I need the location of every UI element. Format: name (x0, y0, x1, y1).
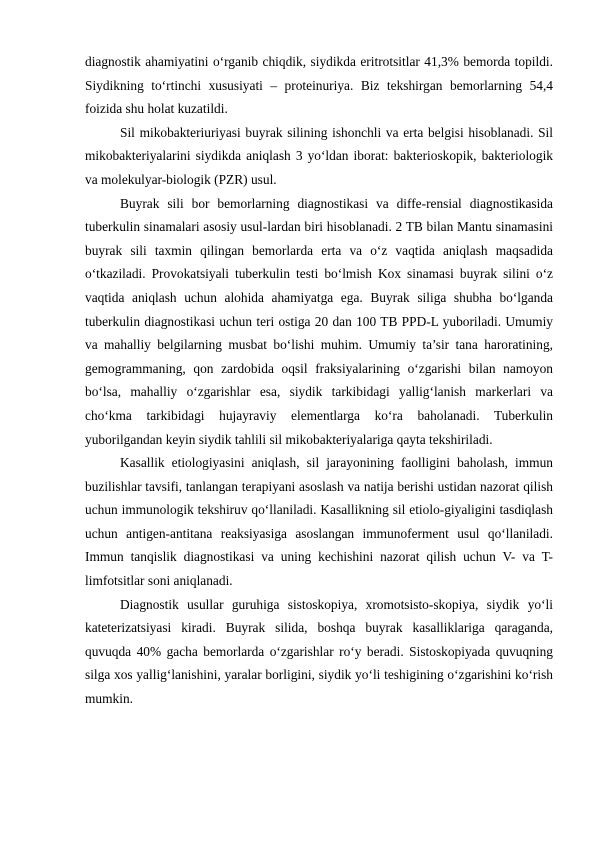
paragraph: Diagnostik usullar guruhiga sistoskopiya, xromotsisto-skopiya, siydik yo‘li kateterizatsiyasi kiradi. Buyrak silida, boshqa buyrak kasalliklariga qaraganda, quvuqda 40% gacha bemorlarda o‘zgarishlar ro‘y beradi. Sistoskopiyada quvuqning silga xos yallig‘lanishini, yaralar borligini, siydik yo‘li teshigining o‘zgarishini ko‘rish mumkin. (85, 596, 553, 707)
paragraph: Sil mikobakteriuriyasi buyrak silining ishonchli va erta belgisi hisoblanadi. Sil mikobakteriyalarini siydikda aniqlash 3 yo‘ldan iborat: bakterioskopik, bakteriologik va molekulyar-biologik (PZR) usul. (85, 124, 553, 187)
paragraph: Kasallik etiologiyasini aniqlash, sil jarayonining faolligini baholash, immun buzilishlar tavsifi, tanlangan terapiyani asoslash va natija berishi ustidan nazorat qilish uchun immunologik tekshiruv qo‘llaniladi. Kasallikning sil etiolo-giyaligini tasdiqlash uchun antigen-antitana reaksiyasiga asoslangan immunoferment usul qo‘llaniladi. Immun tanqislik diagnostikasi va uning kechishini nazorat qilish uchun V- va T-limfotsitlar soni aniqlanadi. (85, 455, 553, 589)
paragraph: diagnostik ahamiyatini o‘rganib chiqdik, siydikda eritrotsitlar 41,3% bemorda topildi. Siydikning to‘rtinchi xususiyati – proteinuriya. Biz tekshirgan bemorlarning 54,4 foizida shu holat kuzatildi. (85, 54, 553, 117)
paragraph: Buyrak sili bor bemorlarning diagnostikasi va diffe-rensial diagnostikasida tuberkulin sinamalari asosiy usul-lardan biri hisoblanadi. 2 TB bilan Mantu sinamasini buyrak sili taxmin qilingan bemorlarda erta va o‘z vaqtida aniqlash maqsadida o‘tkaziladi. Provokatsiyali tuberkulin testi bo‘lmish Kox sinamasi buyrak silini o‘z vaqtida aniqlash uchun alohida ahamiyatga ega. Buyrak siliga shubha bo‘lganda tuberkulin diagnostikasi uchun teri ostiga 20 dan 100 TB PPD-L yuboriladi. Umumiy va mahalliy belgilarning musbat bo‘lishi muhim. Umumiy ta’sir tana haroratining, gemogrammaning, qon zardobida oqsil fraksiyalarining o‘zgarishi bilan namoyon bo‘lsa, mahalliy o‘zgarishlar esa, siydik tarkibidagi yallig‘lanish markerlari va cho‘kma tarkibidagi hujayraviy elementlarga ko‘ra baholanadi. Tuberkulin yuborilgandan keyin siydik tahlili sil mikobakteriyalariga qayta tekshiriladi. (85, 195, 553, 447)
document-page (85, 50, 553, 711)
